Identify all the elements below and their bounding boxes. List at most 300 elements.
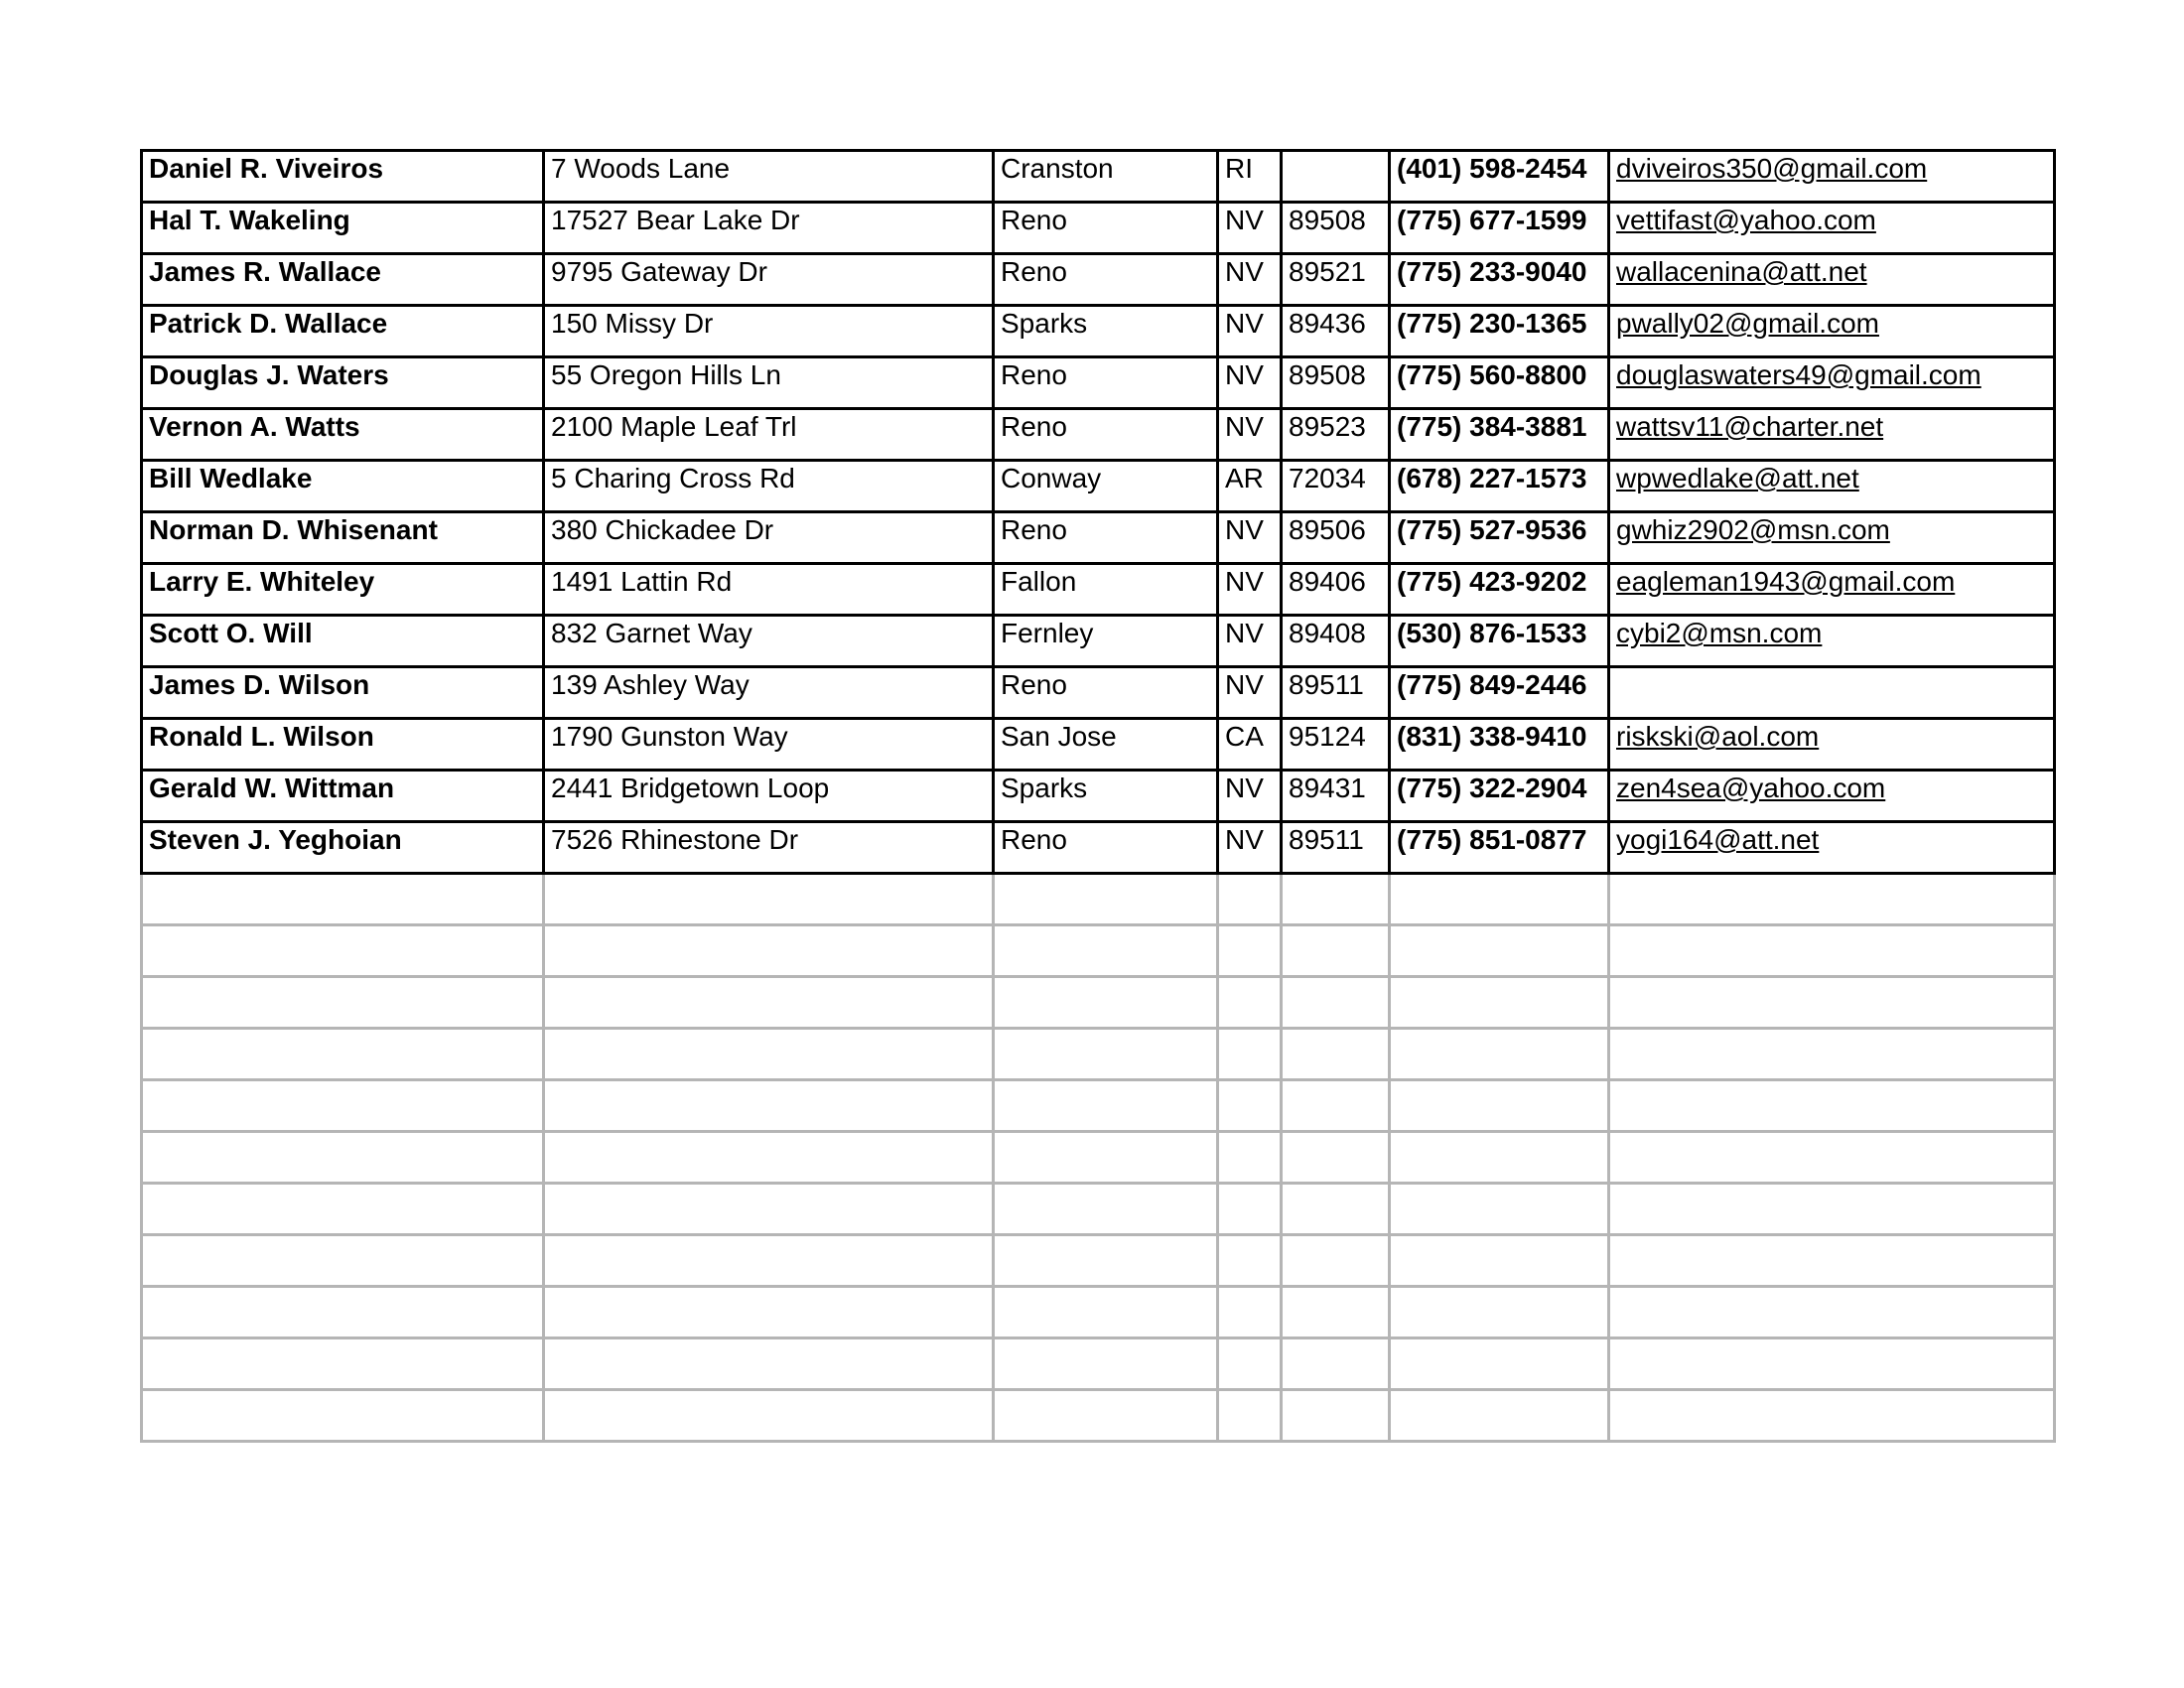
city-text: Sparks bbox=[1001, 308, 1088, 339]
state-text: NV bbox=[1225, 514, 1264, 545]
name-cell bbox=[142, 254, 544, 306]
zip-cell bbox=[1282, 409, 1390, 461]
empty-cell bbox=[1218, 1235, 1282, 1287]
email-link[interactable]: yogi164@att.net bbox=[1616, 824, 1820, 855]
state-cell bbox=[1218, 771, 1282, 822]
email-link[interactable]: riskski@aol.com bbox=[1616, 721, 1820, 752]
empty-table-row bbox=[142, 1235, 2055, 1287]
city-text: Fernley bbox=[1001, 618, 1094, 648]
empty-table-row bbox=[142, 1029, 2055, 1080]
phone-cell bbox=[1390, 719, 1609, 771]
empty-cell bbox=[1609, 1338, 2055, 1390]
email-link[interactable]: wallacenina@att.net bbox=[1616, 256, 1867, 287]
table-row bbox=[142, 512, 2055, 564]
city-text: Cranston bbox=[1001, 153, 1114, 184]
email-cell bbox=[1609, 616, 2055, 667]
table-row bbox=[142, 616, 2055, 667]
phone-text: (775) 384-3881 bbox=[1397, 411, 1587, 442]
phone-cell bbox=[1390, 512, 1609, 564]
empty-cell bbox=[1218, 1080, 1282, 1132]
zip-cell bbox=[1282, 616, 1390, 667]
table-row bbox=[142, 771, 2055, 822]
empty-table-row bbox=[142, 925, 2055, 977]
name-cell bbox=[142, 306, 544, 357]
phone-cell bbox=[1390, 254, 1609, 306]
email-cell bbox=[1609, 719, 2055, 771]
zip-cell bbox=[1282, 306, 1390, 357]
name-text: Larry E. Whiteley bbox=[149, 566, 375, 597]
empty-cell bbox=[994, 1235, 1218, 1287]
empty-cell bbox=[544, 1235, 994, 1287]
zip-text: 95124 bbox=[1289, 721, 1366, 752]
state-text: CA bbox=[1225, 721, 1264, 752]
state-text: NV bbox=[1225, 669, 1264, 700]
phone-cell bbox=[1390, 616, 1609, 667]
empty-cell bbox=[142, 977, 544, 1029]
table-row bbox=[142, 357, 2055, 409]
address-text: 380 Chickadee Dr bbox=[551, 514, 774, 545]
zip-cell bbox=[1282, 461, 1390, 512]
city-cell bbox=[994, 564, 1218, 616]
empty-cell bbox=[544, 874, 994, 925]
address-cell bbox=[544, 512, 994, 564]
empty-cell bbox=[1218, 1029, 1282, 1080]
city-cell bbox=[994, 409, 1218, 461]
email-cell bbox=[1609, 771, 2055, 822]
email-cell bbox=[1609, 254, 2055, 306]
state-cell bbox=[1218, 306, 1282, 357]
member-directory-table bbox=[140, 149, 2056, 1443]
name-text: Vernon A. Watts bbox=[149, 411, 360, 442]
empty-table-row bbox=[142, 1287, 2055, 1338]
name-text: Patrick D. Wallace bbox=[149, 308, 388, 339]
city-text: Reno bbox=[1001, 669, 1067, 700]
email-cell bbox=[1609, 151, 2055, 203]
city-text: Reno bbox=[1001, 359, 1067, 390]
state-text: NV bbox=[1225, 566, 1264, 597]
email-cell bbox=[1609, 822, 2055, 874]
empty-cell bbox=[544, 1132, 994, 1184]
name-text: Norman D. Whisenant bbox=[149, 514, 438, 545]
city-cell bbox=[994, 203, 1218, 254]
empty-cell bbox=[1609, 1080, 2055, 1132]
empty-table-row bbox=[142, 977, 2055, 1029]
empty-table-row bbox=[142, 1080, 2055, 1132]
address-cell bbox=[544, 357, 994, 409]
address-cell bbox=[544, 254, 994, 306]
city-cell bbox=[994, 254, 1218, 306]
empty-cell bbox=[1282, 1132, 1390, 1184]
empty-cell bbox=[142, 1184, 544, 1235]
zip-cell bbox=[1282, 771, 1390, 822]
city-cell bbox=[994, 616, 1218, 667]
zip-text: 89431 bbox=[1289, 773, 1366, 803]
address-cell bbox=[544, 151, 994, 203]
empty-cell bbox=[1282, 1080, 1390, 1132]
empty-cell bbox=[1390, 925, 1609, 977]
empty-table-row bbox=[142, 1338, 2055, 1390]
zip-text: 89511 bbox=[1289, 824, 1364, 855]
address-text: 150 Missy Dr bbox=[551, 308, 714, 339]
city-cell bbox=[994, 461, 1218, 512]
empty-table-row bbox=[142, 1184, 2055, 1235]
name-cell bbox=[142, 822, 544, 874]
address-text: 9795 Gateway Dr bbox=[551, 256, 767, 287]
phone-text: (775) 849-2446 bbox=[1397, 669, 1587, 700]
name-text: Ronald L. Wilson bbox=[149, 721, 374, 752]
zip-cell bbox=[1282, 254, 1390, 306]
email-cell bbox=[1609, 564, 2055, 616]
address-cell bbox=[544, 564, 994, 616]
state-text: NV bbox=[1225, 824, 1264, 855]
zip-text: 89508 bbox=[1289, 205, 1366, 235]
state-text: NV bbox=[1225, 411, 1264, 442]
phone-text: (775) 677-1599 bbox=[1397, 205, 1587, 235]
name-text: Gerald W. Wittman bbox=[149, 773, 395, 803]
empty-cell bbox=[142, 1235, 544, 1287]
city-cell bbox=[994, 306, 1218, 357]
empty-cell bbox=[142, 874, 544, 925]
state-text: RI bbox=[1225, 153, 1253, 184]
name-text: Douglas J. Waters bbox=[149, 359, 389, 390]
email-cell bbox=[1609, 667, 2055, 719]
city-text: Fallon bbox=[1001, 566, 1077, 597]
table-row bbox=[142, 564, 2055, 616]
phone-cell bbox=[1390, 151, 1609, 203]
address-cell bbox=[544, 616, 994, 667]
empty-cell bbox=[994, 1338, 1218, 1390]
empty-cell bbox=[1282, 874, 1390, 925]
address-cell bbox=[544, 667, 994, 719]
city-text: Reno bbox=[1001, 256, 1067, 287]
empty-cell bbox=[1390, 1287, 1609, 1338]
empty-cell bbox=[1390, 1390, 1609, 1442]
state-cell bbox=[1218, 151, 1282, 203]
empty-cell bbox=[1390, 874, 1609, 925]
city-text: Sparks bbox=[1001, 773, 1088, 803]
empty-cell bbox=[1218, 1184, 1282, 1235]
name-text: James D. Wilson bbox=[149, 669, 370, 700]
zip-cell bbox=[1282, 357, 1390, 409]
address-cell bbox=[544, 203, 994, 254]
empty-cell bbox=[1390, 1235, 1609, 1287]
address-text: 2100 Maple Leaf Trl bbox=[551, 411, 797, 442]
name-cell bbox=[142, 564, 544, 616]
address-text: 139 Ashley Way bbox=[551, 669, 750, 700]
address-text: 5 Charing Cross Rd bbox=[551, 463, 795, 493]
email-link[interactable]: cybi2@msn.com bbox=[1616, 618, 1823, 648]
phone-text: (775) 527-9536 bbox=[1397, 514, 1587, 545]
empty-cell bbox=[544, 1338, 994, 1390]
phone-cell bbox=[1390, 357, 1609, 409]
phone-text: (775) 322-2904 bbox=[1397, 773, 1587, 803]
name-cell bbox=[142, 409, 544, 461]
empty-cell bbox=[142, 1132, 544, 1184]
email-cell bbox=[1609, 512, 2055, 564]
state-cell bbox=[1218, 616, 1282, 667]
empty-cell bbox=[1609, 977, 2055, 1029]
empty-cell bbox=[994, 1184, 1218, 1235]
empty-cell bbox=[142, 1080, 544, 1132]
state-cell bbox=[1218, 667, 1282, 719]
name-cell bbox=[142, 719, 544, 771]
empty-cell bbox=[1282, 1338, 1390, 1390]
email-cell bbox=[1609, 461, 2055, 512]
phone-cell bbox=[1390, 461, 1609, 512]
empty-cell bbox=[994, 977, 1218, 1029]
name-cell bbox=[142, 512, 544, 564]
state-cell bbox=[1218, 203, 1282, 254]
empty-cell bbox=[1609, 1390, 2055, 1442]
address-text: 1491 Lattin Rd bbox=[551, 566, 733, 597]
email-link[interactable]: zen4sea@yahoo.com bbox=[1616, 773, 1886, 803]
empty-cell bbox=[544, 1029, 994, 1080]
zip-text bbox=[1289, 152, 1388, 155]
email-link[interactable]: douglaswaters49@gmail.com bbox=[1616, 359, 1981, 390]
empty-cell bbox=[1390, 977, 1609, 1029]
empty-cell bbox=[1390, 1080, 1609, 1132]
phone-cell bbox=[1390, 203, 1609, 254]
address-text: 2441 Bridgetown Loop bbox=[551, 773, 830, 803]
city-text: Reno bbox=[1001, 205, 1067, 235]
zip-cell bbox=[1282, 564, 1390, 616]
phone-cell bbox=[1390, 771, 1609, 822]
city-cell bbox=[994, 822, 1218, 874]
zip-text: 89406 bbox=[1289, 566, 1366, 597]
address-text: 17527 Bear Lake Dr bbox=[551, 205, 800, 235]
name-text: Scott O. Will bbox=[149, 618, 313, 648]
email-link[interactable]: gwhiz2902@msn.com bbox=[1616, 514, 1890, 545]
table-row bbox=[142, 409, 2055, 461]
city-text: Reno bbox=[1001, 411, 1067, 442]
city-text: San Jose bbox=[1001, 721, 1117, 752]
empty-cell bbox=[1218, 1390, 1282, 1442]
state-cell bbox=[1218, 254, 1282, 306]
empty-cell bbox=[142, 925, 544, 977]
empty-cell bbox=[142, 1390, 544, 1442]
state-text: NV bbox=[1225, 205, 1264, 235]
address-cell bbox=[544, 409, 994, 461]
state-text: NV bbox=[1225, 308, 1264, 339]
empty-cell bbox=[1282, 1287, 1390, 1338]
empty-cell bbox=[1390, 1338, 1609, 1390]
city-cell bbox=[994, 771, 1218, 822]
zip-text: 89506 bbox=[1289, 514, 1366, 545]
email-cell bbox=[1609, 203, 2055, 254]
name-cell bbox=[142, 151, 544, 203]
city-cell bbox=[994, 151, 1218, 203]
phone-text: (775) 230-1365 bbox=[1397, 308, 1587, 339]
state-text: NV bbox=[1225, 359, 1264, 390]
name-cell bbox=[142, 616, 544, 667]
zip-cell bbox=[1282, 822, 1390, 874]
phone-text: (775) 423-9202 bbox=[1397, 566, 1587, 597]
city-text: Conway bbox=[1001, 463, 1102, 493]
empty-cell bbox=[1218, 925, 1282, 977]
empty-table-row bbox=[142, 1390, 2055, 1442]
zip-cell bbox=[1282, 151, 1390, 203]
empty-cell bbox=[994, 1080, 1218, 1132]
empty-cell bbox=[1282, 1184, 1390, 1235]
state-cell bbox=[1218, 357, 1282, 409]
empty-cell bbox=[994, 925, 1218, 977]
empty-cell bbox=[1390, 1184, 1609, 1235]
empty-cell bbox=[1609, 1132, 2055, 1184]
city-text: Reno bbox=[1001, 514, 1067, 545]
empty-cell bbox=[1282, 925, 1390, 977]
empty-cell bbox=[1609, 925, 2055, 977]
empty-cell bbox=[1218, 1338, 1282, 1390]
empty-cell bbox=[1218, 1132, 1282, 1184]
empty-cell bbox=[1282, 1235, 1390, 1287]
state-cell bbox=[1218, 564, 1282, 616]
empty-cell bbox=[994, 1390, 1218, 1442]
state-cell bbox=[1218, 409, 1282, 461]
phone-text: (530) 876-1533 bbox=[1397, 618, 1587, 648]
table-row bbox=[142, 822, 2055, 874]
phone-cell bbox=[1390, 822, 1609, 874]
name-cell bbox=[142, 357, 544, 409]
phone-text: (775) 233-9040 bbox=[1397, 256, 1587, 287]
state-text: NV bbox=[1225, 256, 1264, 287]
state-cell bbox=[1218, 512, 1282, 564]
empty-cell bbox=[142, 1287, 544, 1338]
empty-cell bbox=[544, 1184, 994, 1235]
city-cell bbox=[994, 667, 1218, 719]
state-text: NV bbox=[1225, 618, 1264, 648]
email-link[interactable]: vettifast@yahoo.com bbox=[1616, 205, 1876, 235]
empty-cell bbox=[994, 874, 1218, 925]
empty-cell bbox=[1282, 1029, 1390, 1080]
empty-cell bbox=[544, 977, 994, 1029]
empty-cell bbox=[544, 925, 994, 977]
zip-cell bbox=[1282, 667, 1390, 719]
phone-text: (678) 227-1573 bbox=[1397, 463, 1587, 493]
phone-text: (831) 338-9410 bbox=[1397, 721, 1587, 752]
address-cell bbox=[544, 306, 994, 357]
state-cell bbox=[1218, 719, 1282, 771]
address-cell bbox=[544, 822, 994, 874]
empty-cell bbox=[544, 1080, 994, 1132]
name-text: Bill Wedlake bbox=[149, 463, 313, 493]
phone-text: (775) 560-8800 bbox=[1397, 359, 1587, 390]
email-link[interactable]: pwally02@gmail.com bbox=[1616, 308, 1879, 339]
zip-cell bbox=[1282, 203, 1390, 254]
state-cell bbox=[1218, 822, 1282, 874]
email-cell bbox=[1609, 409, 2055, 461]
table-row bbox=[142, 306, 2055, 357]
phone-text: (775) 851-0877 bbox=[1397, 824, 1587, 855]
city-cell bbox=[994, 512, 1218, 564]
address-text: 7 Woods Lane bbox=[551, 153, 731, 184]
phone-cell bbox=[1390, 564, 1609, 616]
name-text: Steven J. Yeghoian bbox=[149, 824, 402, 855]
empty-cell bbox=[1218, 1287, 1282, 1338]
address-text: 1790 Gunston Way bbox=[551, 721, 788, 752]
empty-cell bbox=[994, 1132, 1218, 1184]
empty-cell bbox=[1609, 874, 2055, 925]
empty-cell bbox=[1218, 874, 1282, 925]
state-text: AR bbox=[1225, 463, 1264, 493]
empty-table-row bbox=[142, 1132, 2055, 1184]
name-cell bbox=[142, 203, 544, 254]
zip-cell bbox=[1282, 719, 1390, 771]
table-row bbox=[142, 203, 2055, 254]
table-row bbox=[142, 719, 2055, 771]
address-text: 7526 Rhinestone Dr bbox=[551, 824, 799, 855]
empty-cell bbox=[1390, 1132, 1609, 1184]
zip-text: 72034 bbox=[1289, 463, 1366, 493]
zip-text: 89523 bbox=[1289, 411, 1366, 442]
empty-cell bbox=[1609, 1235, 2055, 1287]
zip-text: 89436 bbox=[1289, 308, 1366, 339]
name-text: James R. Wallace bbox=[149, 256, 381, 287]
empty-cell bbox=[1609, 1184, 2055, 1235]
table-row bbox=[142, 667, 2055, 719]
name-cell bbox=[142, 667, 544, 719]
empty-cell bbox=[1282, 1390, 1390, 1442]
empty-cell bbox=[1609, 1029, 2055, 1080]
table-row bbox=[142, 461, 2055, 512]
name-cell bbox=[142, 771, 544, 822]
city-cell bbox=[994, 719, 1218, 771]
email-cell bbox=[1609, 357, 2055, 409]
empty-cell bbox=[994, 1029, 1218, 1080]
zip-text: 89521 bbox=[1289, 256, 1366, 287]
address-cell bbox=[544, 719, 994, 771]
phone-text: (401) 598-2454 bbox=[1397, 153, 1587, 184]
phone-cell bbox=[1390, 667, 1609, 719]
address-cell bbox=[544, 771, 994, 822]
zip-text: 89511 bbox=[1289, 669, 1364, 700]
empty-cell bbox=[994, 1287, 1218, 1338]
table-row bbox=[142, 151, 2055, 203]
name-text: Daniel R. Viveiros bbox=[149, 153, 384, 184]
email-link[interactable]: dviveiros350@gmail.com bbox=[1616, 153, 1928, 184]
email-cell bbox=[1609, 306, 2055, 357]
empty-cell bbox=[544, 1287, 994, 1338]
zip-text: 89408 bbox=[1289, 618, 1366, 648]
email-link[interactable]: eagleman1943@gmail.com bbox=[1616, 566, 1956, 597]
state-text: NV bbox=[1225, 773, 1264, 803]
email-link[interactable]: wpwedlake@att.net bbox=[1616, 463, 1859, 493]
empty-table-row bbox=[142, 874, 2055, 925]
city-text: Reno bbox=[1001, 824, 1067, 855]
table-body bbox=[142, 151, 2055, 1442]
empty-cell bbox=[1390, 1029, 1609, 1080]
name-cell bbox=[142, 461, 544, 512]
state-cell bbox=[1218, 461, 1282, 512]
address-text: 832 Garnet Way bbox=[551, 618, 752, 648]
email-link[interactable] bbox=[1616, 668, 2053, 671]
empty-cell bbox=[1282, 977, 1390, 1029]
empty-cell bbox=[1218, 977, 1282, 1029]
address-text: 55 Oregon Hills Ln bbox=[551, 359, 781, 390]
city-cell bbox=[994, 357, 1218, 409]
zip-cell bbox=[1282, 512, 1390, 564]
address-cell bbox=[544, 461, 994, 512]
phone-cell bbox=[1390, 409, 1609, 461]
phone-cell bbox=[1390, 306, 1609, 357]
empty-cell bbox=[1609, 1287, 2055, 1338]
zip-text: 89508 bbox=[1289, 359, 1366, 390]
email-link[interactable]: wattsv11@charter.net bbox=[1616, 411, 1884, 442]
empty-cell bbox=[544, 1390, 994, 1442]
empty-cell bbox=[142, 1029, 544, 1080]
table-row bbox=[142, 254, 2055, 306]
name-text: Hal T. Wakeling bbox=[149, 205, 350, 235]
empty-cell bbox=[142, 1338, 544, 1390]
